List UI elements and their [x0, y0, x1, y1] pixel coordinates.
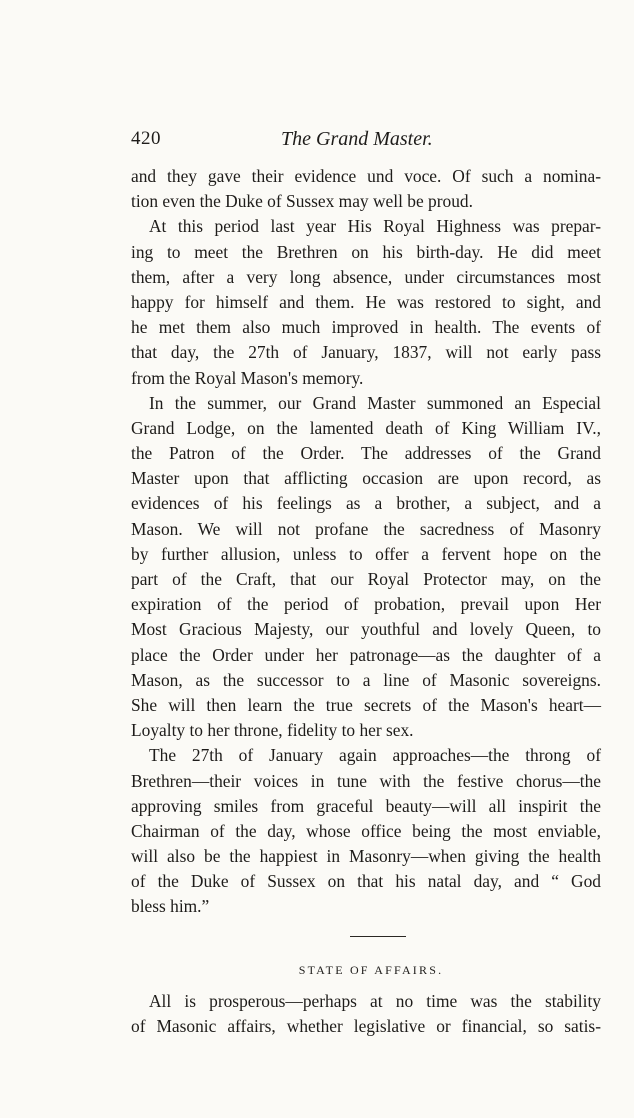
- body-text: [131, 164, 601, 1039]
- text-line: tion even the Duke of Sussex may well be proud.: [131, 191, 473, 212]
- text-line: Chairman of the day, whose office being the most enviable,: [131, 820, 601, 841]
- text-line: In the summer, our Grand Master summoned an Especial: [149, 392, 601, 413]
- paragraph-2: [131, 214, 601, 390]
- section-divider: [350, 936, 406, 937]
- page-header: [131, 128, 591, 154]
- text-line: Brethren—their voices in tune with the festive chorus—the: [131, 770, 601, 791]
- text-line: The 27th of January again approaches—the throng of: [149, 745, 601, 766]
- text-line: of Masonic affairs, whether legislative or financial, so satis-: [131, 1015, 601, 1036]
- text-line: Grand Lodge, on the lamented death of King William IV.,: [131, 417, 601, 438]
- text-line: and they gave their evidence und voce. Of such a nomina-: [131, 166, 601, 186]
- text-line: them, after a very long absence, under circumstances most: [131, 266, 601, 287]
- text-line: At this period last year His Royal Highness was prepar-: [149, 216, 601, 237]
- text-line: the Patron of the Order. The addresses of the Grand: [131, 443, 601, 464]
- section-heading: STATE OF AFFAIRS.: [298, 962, 444, 977]
- text-line: part of the Craft, that our Royal Protector may, on the: [131, 569, 601, 589]
- text-line: evidences of his feelings as a brother, a subject, and a: [131, 493, 601, 514]
- paragraph-4: [131, 743, 601, 919]
- text-line: expiration of the period of probation, prevail upon Her: [131, 594, 601, 615]
- section-gap: [131, 981, 601, 989]
- paragraph-5: [131, 989, 601, 1039]
- text-line: Master upon that afflicting occasion are upon record, as: [131, 468, 601, 489]
- text-line: bless him.”: [131, 896, 210, 917]
- text-line: he met them also much improved in health. The events of: [131, 317, 601, 338]
- text-line: Mason, as the successor to a line of Masonic sovereigns.: [131, 669, 601, 690]
- running-title: The Grand Master.: [281, 128, 433, 150]
- text-line: of the Duke of Sussex on that his natal day, and “ God: [131, 871, 601, 892]
- text-line: happy for himself and them. He was restored to sight, and: [131, 291, 601, 312]
- text-line: Most Gracious Majesty, our youthful and lovely Queen, to: [131, 619, 601, 640]
- paragraph-3: [131, 391, 601, 744]
- page-number: 420: [131, 128, 161, 149]
- text-line: that day, the 27th of January, 1837, will not early pass: [131, 342, 601, 363]
- text-line: will also be the happiest in Masonry—when giving the health: [131, 846, 601, 867]
- text-line: from the Royal Mason's memory.: [131, 367, 364, 388]
- text-line: Mason. We will not profane the sacredness of Masonry: [131, 518, 601, 539]
- text-line: place the Order under her patronage—as the daughter of a: [131, 644, 601, 665]
- paragraph-1: [131, 164, 601, 214]
- text-line: All is prosperous—perhaps at no time was the stability: [149, 990, 601, 1011]
- text-line: Loyalty to her throne, fidelity to her sex.: [131, 720, 414, 741]
- text-line: ing to meet the Brethren on his birth-day. He did meet: [131, 241, 601, 262]
- text-line: She will then learn the true secrets of the Mason's heart—: [131, 694, 601, 715]
- text-line: approving smiles from graceful beauty—will all inspirit the: [131, 795, 601, 816]
- text-line: by further allusion, unless to offer a fervent hope on the: [131, 543, 601, 564]
